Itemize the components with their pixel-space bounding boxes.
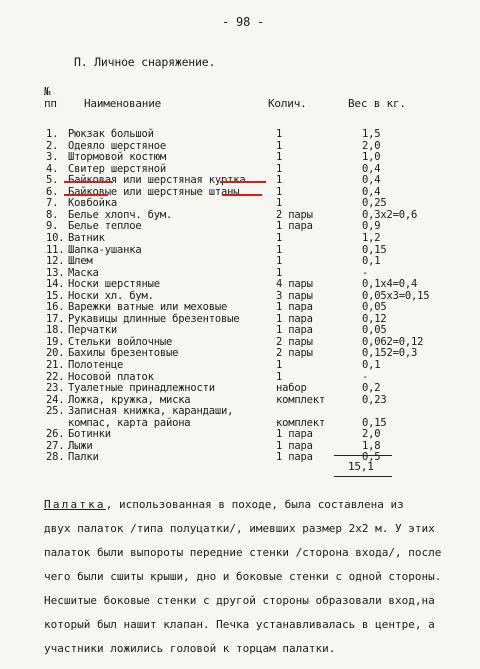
paragraph-line-3: палаток были выпороты передние стенки /сторона входа/, после xyxy=(44,546,442,559)
paragraph-line-4: чего были сшиты крыши, дно и боковые стенки с одной стороны. xyxy=(44,570,442,583)
item-name: компас, карта района xyxy=(68,416,191,429)
paragraph-line-6: который был нашит клапан. Печка устанавливалась в центре, а xyxy=(44,618,435,631)
row-number: 3. xyxy=(46,151,59,164)
item-name: Носки хл. бум. xyxy=(68,289,154,302)
item-weight: 0,4 xyxy=(362,185,381,198)
item-qty: 1 пара xyxy=(276,220,313,233)
item-qty: 1 xyxy=(276,128,283,140)
item-qty: комплект xyxy=(276,393,325,406)
item-qty: 1 xyxy=(276,151,283,164)
item-weight: 0,4 xyxy=(362,162,381,175)
item-name: Записная книжка, карандаши, xyxy=(68,405,234,418)
item-weight: 1,8 xyxy=(362,439,381,452)
row-number: 17. xyxy=(46,312,65,325)
item-name: Белье теплое xyxy=(68,220,142,233)
item-weight: 0,05 xyxy=(362,324,387,337)
paragraph-line-5: Несшитые боковые стенки с другой стороны образовали вход,на xyxy=(44,594,435,607)
item-qty: 1 xyxy=(276,231,283,244)
header-qty: Колич. xyxy=(268,97,307,110)
row-number: 12. xyxy=(46,255,65,268)
item-name: Лыжи xyxy=(68,439,93,452)
row-number: 21. xyxy=(46,359,65,371)
row-number: 13. xyxy=(46,266,65,279)
item-qty: 1 пара xyxy=(276,428,313,441)
item-qty: 1 пара xyxy=(276,312,313,325)
row-number: 18. xyxy=(46,324,65,337)
item-name: Байковые или шерстяные штаны xyxy=(68,185,240,198)
item-name: Байковая или шерстяная куртка xyxy=(68,174,246,187)
item-weight: 0,15 xyxy=(362,416,387,429)
item-weight: 0,15 xyxy=(362,243,387,256)
red-underline-baykovaya xyxy=(64,181,112,183)
item-weight: 0,1х4=0,4 xyxy=(362,278,418,291)
row-number: 27. xyxy=(46,439,65,452)
item-weight: 2,0 xyxy=(362,428,381,441)
item-name: Ложка, кружка, миска xyxy=(68,393,191,406)
item-weight: 0,062=0,12 xyxy=(362,335,424,348)
item-weight: 0,152=0,3 xyxy=(362,347,418,360)
item-qty: 2 пары xyxy=(276,335,313,348)
item-weight: 0,2 xyxy=(362,382,381,395)
total-rule-bottom xyxy=(334,476,392,477)
item-name: Перчатки xyxy=(68,324,117,337)
item-qty: 1 xyxy=(276,174,283,187)
item-name: Штормовой костюм xyxy=(68,151,166,164)
red-underline-kurtka xyxy=(220,181,266,183)
item-qty: 1 xyxy=(276,162,283,175)
item-qty: 3 пары xyxy=(276,289,313,302)
row-number: 1. xyxy=(46,128,59,140)
item-name: Белье хлопч. бум. xyxy=(68,208,173,221)
item-qty: 1 xyxy=(276,139,283,152)
item-name: Полотенце xyxy=(68,359,124,371)
item-qty: 1 пара xyxy=(276,451,313,464)
item-name: Бахилы брезентовые xyxy=(68,347,179,360)
paragraph-line-2: двух палаток /типа полуцатки/, имевших размер 2х2 м. У этих xyxy=(44,522,435,535)
item-qty: 1 пара xyxy=(276,301,313,314)
total-rule-top xyxy=(334,455,392,456)
item-weight: 0,05 xyxy=(362,301,387,314)
row-number: 22. xyxy=(46,370,65,383)
header-num-bottom: пп xyxy=(44,97,57,110)
table-row xyxy=(46,451,466,464)
lead-word: Палатка xyxy=(44,498,106,511)
item-name: Маска xyxy=(68,266,99,279)
red-underline-baykovye xyxy=(64,194,108,196)
item-name: Туалетные принадлежности xyxy=(68,382,215,395)
item-name: Ботинки xyxy=(68,428,111,441)
red-underline-shtany xyxy=(222,194,262,196)
item-weight: 0,4 xyxy=(362,174,381,187)
item-weight: 0,9 xyxy=(362,220,381,233)
total-weight: 15,1 xyxy=(348,460,374,473)
row-number: 5. xyxy=(46,174,59,187)
item-name: Носки шерстяные xyxy=(68,278,160,291)
item-weight: 0,05х3=0,15 xyxy=(362,289,430,302)
item-qty: 1 xyxy=(276,243,283,256)
item-weight: - xyxy=(362,266,369,279)
row-number: 6. xyxy=(46,185,59,198)
row-number: 26. xyxy=(46,428,65,441)
item-name: Одеяло шерстяное xyxy=(68,139,166,152)
item-name: Рюкзак большой xyxy=(68,128,154,140)
item-qty: 1 xyxy=(276,185,283,198)
item-name: Ковбойка xyxy=(68,197,117,210)
row-number: 19. xyxy=(46,335,65,348)
row-number: 10. xyxy=(46,231,65,244)
item-qty: 2 пары xyxy=(276,208,313,221)
row-number: 7. xyxy=(46,197,59,210)
row-number: 20. xyxy=(46,347,65,360)
row-number: 8. xyxy=(46,208,59,221)
item-qty: 1 xyxy=(276,255,283,268)
item-name: Стельки войлочные xyxy=(68,335,173,348)
item-name: Рукавицы длинные брезентовые xyxy=(68,312,240,325)
row-number: 9. xyxy=(46,220,59,233)
row-number: 14. xyxy=(46,278,65,291)
row-number: 25. xyxy=(46,405,65,418)
item-weight: 1,0 xyxy=(362,151,381,164)
row-number: 15. xyxy=(46,289,65,302)
item-name: Шлем xyxy=(68,255,93,268)
item-qty: 1 xyxy=(276,359,283,371)
row-number: 11. xyxy=(46,243,65,256)
item-qty: 2 пары xyxy=(276,347,313,360)
row-number: 4. xyxy=(46,162,59,175)
item-qty: 1 xyxy=(276,370,283,383)
header-num-top: № xyxy=(44,85,51,98)
row-number: 2. xyxy=(46,139,59,152)
item-weight: 1,2 xyxy=(362,231,381,244)
row-number: 23. xyxy=(46,382,65,395)
header-name: Наименование xyxy=(84,97,162,110)
section-title: П. Личное снаряжение. xyxy=(74,55,216,69)
row-number: 28. xyxy=(46,451,65,464)
item-qty: 1 xyxy=(276,266,283,279)
item-weight: 0,23 xyxy=(362,393,387,406)
item-qty: 4 пары xyxy=(276,278,313,291)
item-qty: набор xyxy=(276,382,307,395)
row-number: 16. xyxy=(46,301,65,314)
item-weight: 0,5 xyxy=(362,451,381,464)
item-weight: 0,3х2=0,6 xyxy=(362,208,418,221)
item-qty: 1 пара xyxy=(276,439,313,452)
item-name: Шапка-ушанка xyxy=(68,243,142,256)
page-number: - 98 - xyxy=(222,15,265,29)
header-weight: Вес в кг. xyxy=(348,97,406,110)
item-weight: 1,5 xyxy=(362,128,381,140)
row-number: 24. xyxy=(46,393,65,406)
item-weight: 2,0 xyxy=(362,139,381,152)
item-name: Носовой платок xyxy=(68,370,154,383)
item-name: Ватник xyxy=(68,231,105,244)
item-qty: 1 xyxy=(276,197,283,210)
paragraph-line-1-text: , использованная в походе, была составлена из xyxy=(105,498,404,511)
item-name: Варежки ватные или меховые xyxy=(68,301,228,314)
item-name: Свитер шерстяной xyxy=(68,162,166,175)
item-qty: комплект xyxy=(276,416,325,429)
paragraph-line-7: участники ложились головой к торцам палатки. xyxy=(44,642,336,655)
item-weight: 0,1 xyxy=(362,255,381,268)
item-weight: 0,1 xyxy=(362,359,381,371)
item-name: Палки xyxy=(68,451,99,464)
item-weight: - xyxy=(362,370,369,383)
item-qty: 1 пара xyxy=(276,324,313,337)
item-weight: 0,25 xyxy=(362,197,387,210)
item-weight: 0,12 xyxy=(362,312,387,325)
paragraph-line-1 xyxy=(44,498,464,511)
